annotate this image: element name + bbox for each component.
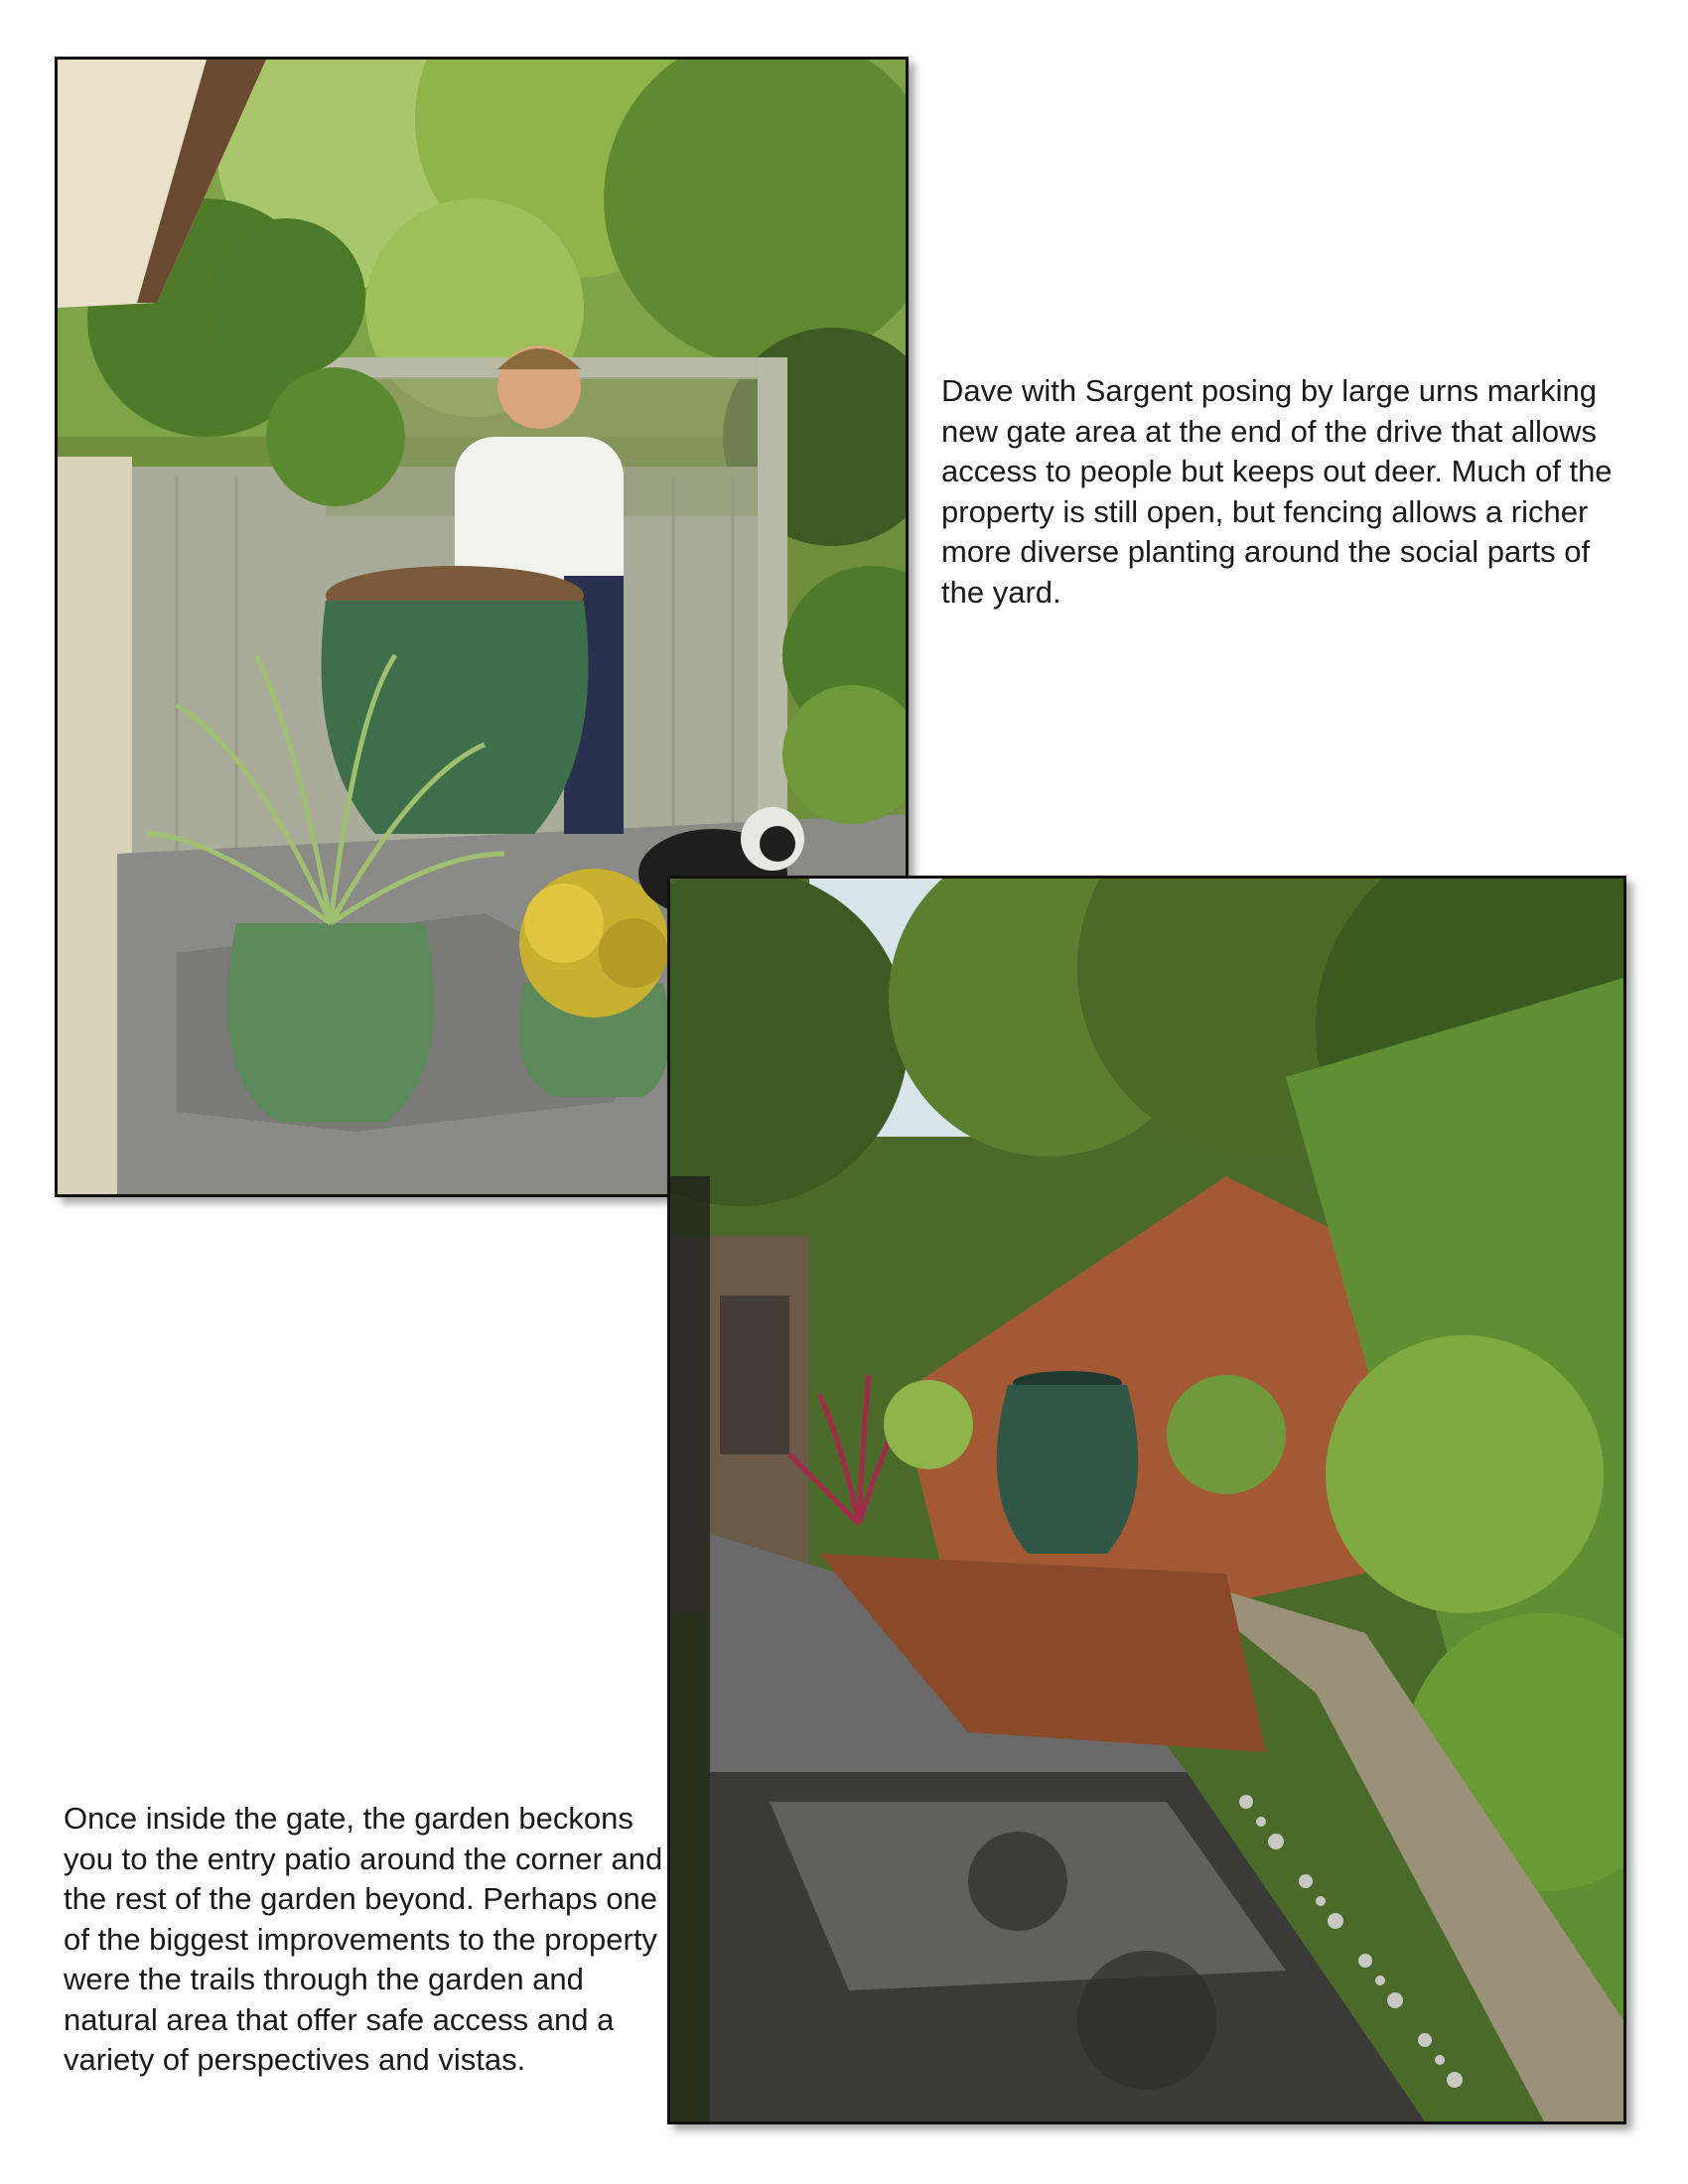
garden-path-photo-illustration xyxy=(670,879,1623,2121)
garden-path-photo-caption: Once inside the gate, the garden beckons you to the entry patio around the corner and the rest of the garden beyond. Perhaps one of the biggest improvements to the property were the trails through the garden and natural area that offer safe access and a variety of perspectives and vistas. xyxy=(64,1801,663,2077)
garden-path-photo xyxy=(667,876,1626,2124)
gate-photo-caption: Dave with Sargent posing by large urns marking new gate area at the end of the drive that allows access to people but keeps out deer. Much of the property is still open, but fencing allows a richer more diverse planting around the social parts of the yard. xyxy=(941,373,1613,610)
